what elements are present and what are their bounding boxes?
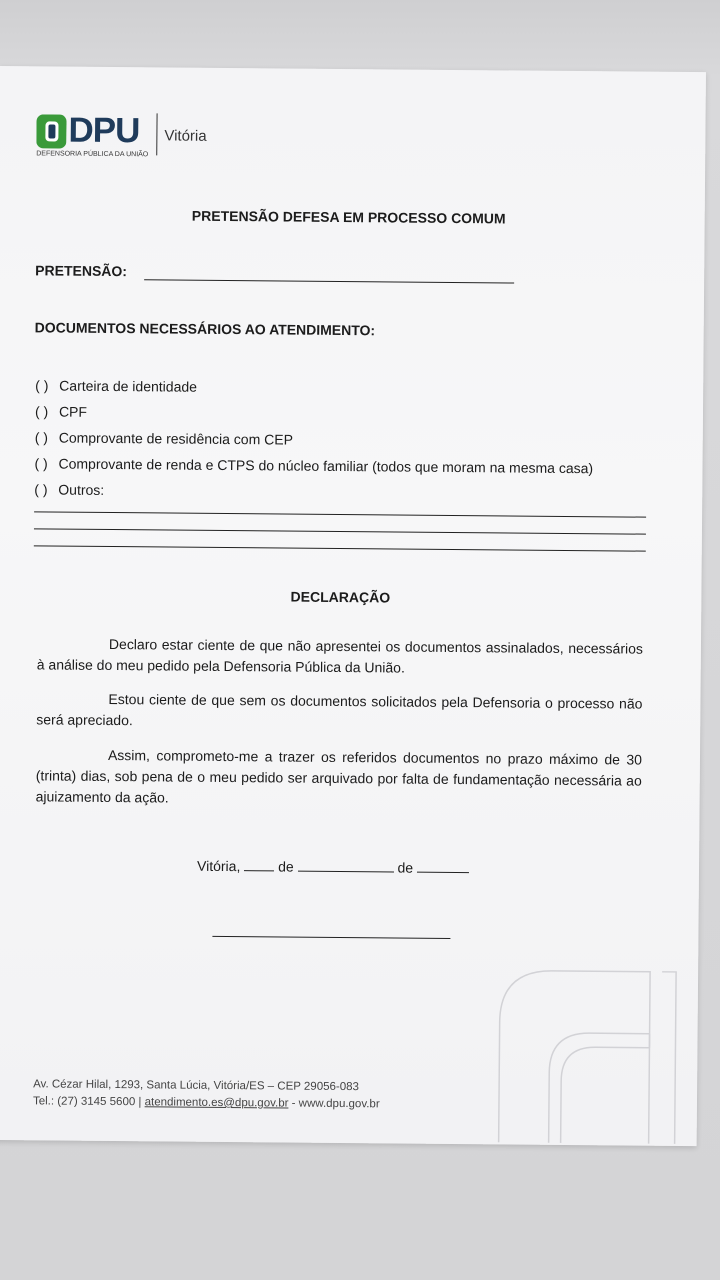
day-blank[interactable] bbox=[244, 858, 274, 871]
dpu-logo-icon bbox=[36, 114, 66, 148]
declaration-paragraph: Declaro estar ciente de que não apresentei os documentos assinalados, necessários à análise do meu pedido pela Defensoria Pública da União. bbox=[36, 635, 644, 676]
declaration-paragraph: Assim, comprometo-me a trazer os referidos documentos no prazo máximo de 30 (trinta) dias, sob pena de o meu pedido ser arquivado por falta de fundamentação necessária ao ajuizamento da ação. bbox=[35, 746, 643, 806]
checklist-item-label: Comprovante de residência com CEP bbox=[58, 429, 294, 448]
outros-line bbox=[34, 528, 646, 534]
declaration-paragraph: Estou ciente de que sem os documentos solicitados pela Defensoria o processo não será apreciado. bbox=[36, 690, 643, 729]
checklist-item-label: Comprovante de renda e CTPS do núcleo familiar (todos que moram na mesma casa) bbox=[58, 455, 594, 477]
logo-text: DPU bbox=[68, 110, 140, 151]
footer-address: Av. Cézar Hilal, 1293, Santa Lúcia, Vitória/ES – CEP 29056-083 bbox=[33, 1078, 359, 1094]
document-page bbox=[0, 66, 706, 1146]
date-line bbox=[0, 856, 673, 878]
signature-line[interactable] bbox=[212, 936, 450, 939]
date-de: de bbox=[397, 859, 414, 876]
checklist-item bbox=[35, 372, 675, 404]
checkbox[interactable]: ( ) bbox=[35, 377, 49, 394]
document-title: PRETENSÃO DEFESA EM PROCESSO COMUM bbox=[191, 207, 506, 227]
pretensao-line bbox=[144, 279, 514, 283]
documents-heading: DOCUMENTOS NECESSÁRIOS AO ATENDIMENTO: bbox=[34, 319, 376, 339]
footer-email-link[interactable]: atendimento.es@dpu.gov.br bbox=[144, 1096, 289, 1110]
checkbox[interactable]: ( ) bbox=[34, 481, 48, 498]
checkbox[interactable]: ( ) bbox=[34, 429, 49, 446]
declaration-title: DECLARAÇÃO bbox=[290, 588, 391, 606]
year-blank[interactable] bbox=[417, 860, 469, 873]
outros-line bbox=[34, 511, 646, 517]
pretensao-label: PRETENSÃO: bbox=[35, 262, 128, 280]
checklist-item-label: CPF bbox=[58, 403, 88, 420]
checklist-item-label: Outros: bbox=[58, 481, 105, 498]
checkbox[interactable]: ( ) bbox=[34, 403, 49, 420]
logo-divider bbox=[156, 113, 157, 155]
footer bbox=[33, 1076, 380, 1113]
date-city: Vitória, bbox=[196, 857, 241, 875]
checklist-item-label: Carteira de identidade bbox=[59, 377, 198, 395]
dpu-watermark-icon bbox=[489, 962, 681, 1144]
logo-subtitle: DEFENSORIA PÚBLICA DA UNIÃO bbox=[36, 150, 149, 159]
footer-separator: - bbox=[291, 1097, 296, 1110]
footer-phone: Tel.: (27) 3145 5600 | bbox=[32, 1095, 142, 1109]
logo-city: Vitória bbox=[164, 127, 207, 145]
footer-contact bbox=[33, 1093, 380, 1113]
documents-checklist bbox=[34, 372, 675, 508]
checkbox[interactable]: ( ) bbox=[34, 455, 48, 472]
date-de: de bbox=[278, 858, 294, 875]
month-blank[interactable] bbox=[298, 859, 394, 873]
checklist-item bbox=[34, 450, 674, 482]
footer-website-link[interactable]: www.dpu.gov.br bbox=[298, 1097, 380, 1111]
outros-line bbox=[34, 545, 646, 551]
